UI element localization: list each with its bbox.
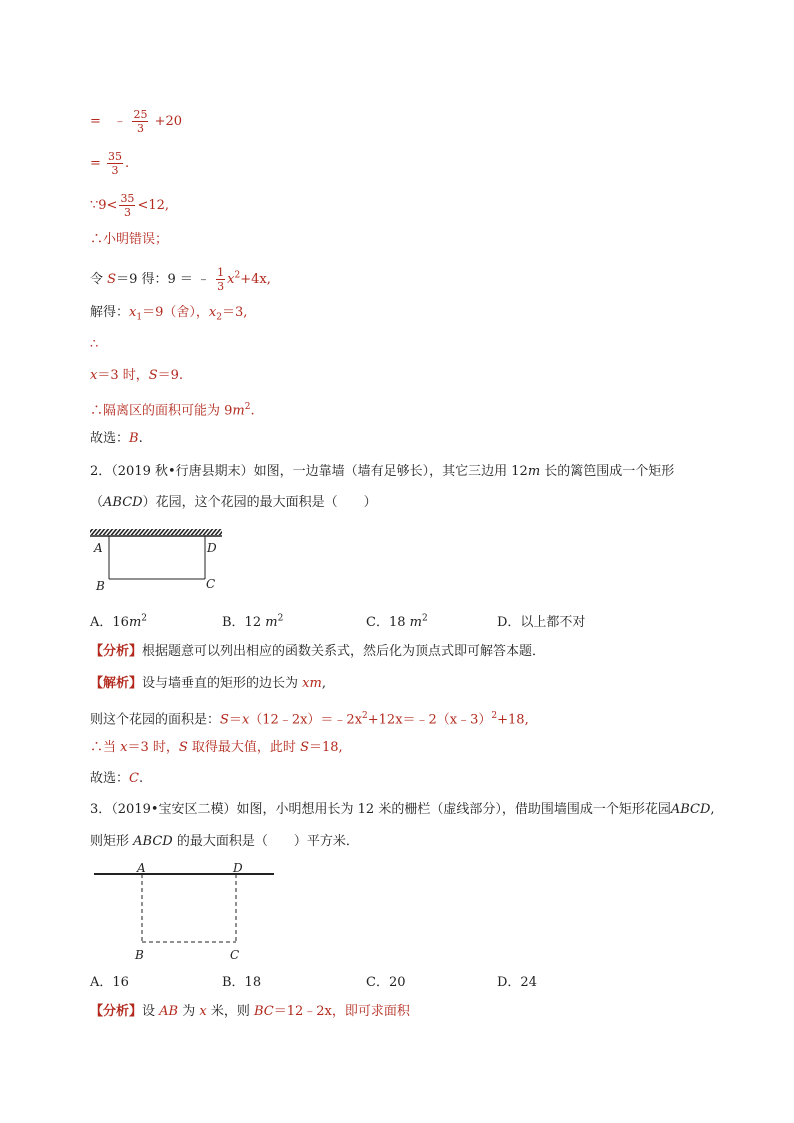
wall-hatching (90, 529, 222, 535)
sol1-line3: ∵9< $\frac{35}{3}$ <12, (90, 192, 170, 219)
fraction: $\frac{35}{3}$ (120, 192, 135, 219)
sol1-line5: 令 S＝9 得：9 ＝ ﹣ $\frac{1}{3}$ $x^2+4x$, (90, 266, 271, 293)
q2-choice: 故选：C. (90, 771, 144, 786)
q2-option-c: C．18 $m^2$ (366, 613, 428, 630)
q3-stem-line2: 则矩形 ABCD 的最大面积是（ ）平方米． (90, 834, 359, 849)
sol1-line1: = ﹣ $\frac{25}{3}$ +20 (90, 108, 183, 135)
label-b: B (135, 948, 144, 962)
sol1-line7: ∴ (90, 337, 99, 352)
fraction: $\frac{1}{3}$ (217, 266, 225, 293)
sol1-line6: 解得：$x_1=9$（舍），$x_2=3$, (90, 305, 248, 323)
label-c: C (230, 948, 240, 962)
q3-option-b: B．18 (222, 975, 262, 990)
label-d: D (207, 541, 217, 555)
fraction: $\frac{35}{3}$ (108, 150, 123, 177)
label-a: A (94, 541, 103, 555)
q3-analysis: 【分析】设 AB 为 x 米，则 BC＝12﹣2x，即可求面积 (90, 1004, 410, 1019)
q2-option-d: D．以上都不对 (497, 615, 586, 630)
q3-stem-line1: 3．（2019•宝安区二模）如图，小明想用长为 12 米的栅栏（虚线部分），借助围墙围成一个矩形花园ABCD, (90, 802, 715, 817)
q2-area: 则这个花园的面积是：$S=x(12﹣2x)=﹣2x^2+12x=﹣2(x﹣3)^2+18$, (90, 711, 529, 728)
q2-when: ∴当 x＝3 时，S 取得最大值，此时 S＝18, (90, 740, 343, 755)
q3-option-d: D．24 (497, 975, 537, 990)
sol1-line8: x＝3 时，S＝9. (90, 368, 184, 383)
label-b: B (96, 579, 105, 593)
q3-option-a: A．16 (90, 975, 129, 990)
label-a: A (137, 861, 146, 875)
q3-option-c: C．20 (366, 975, 406, 990)
label-c: C (206, 577, 216, 591)
sol1-line9: ∴隔离区的面积可能为 $9m^2$. (90, 402, 255, 419)
q2-option-b: B．12 $m^2$ (222, 613, 284, 630)
q2-option-a: A．$16m^2$ (90, 613, 147, 630)
q2-analysis: 【分析】根据题意可以列出相应的函数关系式，然后化为顶点式即可解答本题． (90, 644, 546, 659)
sol1-line4: ∴小明错误； (90, 232, 169, 247)
sol1-choice: 故选：B. (90, 431, 143, 446)
sol1-line2: = $\frac{35}{3}$ . (90, 150, 130, 177)
label-d: D (233, 861, 243, 875)
q2-solution: 【解析】设与墙垂直的矩形的边长为 xm, (90, 676, 326, 691)
q2-figure (86, 526, 226, 594)
q2-stem-line2: （ABCD）花园，这个花园的最大面积是（ ） (90, 495, 377, 510)
q3-figure (90, 858, 280, 968)
q2-stem-line1: 2．（2019 秋•行唐县期末）如图，一边靠墙（墙有足够长），其它三边用 12m 长的篱笆围成一个矩形 (90, 464, 675, 479)
fraction: $\frac{25}{3}$ (133, 108, 148, 135)
